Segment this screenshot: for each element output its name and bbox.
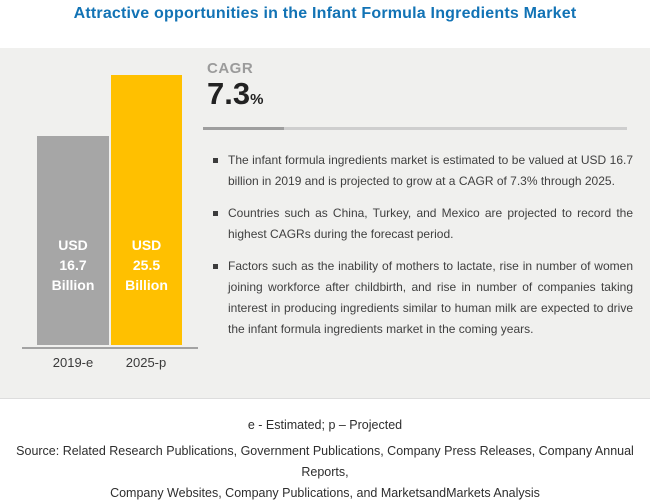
x-axis-line — [22, 347, 198, 349]
cagr-value — [207, 77, 263, 117]
bar-label-line: USD — [131, 237, 162, 253]
source-text — [0, 441, 650, 504]
bullet-item-countries: Countries such as China, Turkey, and Mexico are projected to record the highest CAGRs during the forecast period. — [212, 203, 633, 245]
source-line-2: Company Websites, Company Publications, and MarketsandMarkets Analysis — [110, 486, 540, 500]
divider-line — [203, 127, 627, 130]
cagr-number: 7.3 — [207, 76, 251, 111]
category-label-2025: 2025-p — [125, 355, 167, 370]
bar-value-label-2019 — [37, 235, 109, 295]
bar-label-line: Billion — [125, 277, 168, 293]
bullet-item-factors: Factors such as the inability of mothers to lactate, rise in number of women joining workforce after childbirth, and rise in number of companies taking interest in producing ingredients similar to human milk are expected to drive the infant formula ingredients market in the coming years. — [212, 256, 633, 340]
page-title: Attractive opportunities in the Infant Formula Ingredients Market — [73, 5, 577, 22]
bar-label-line: USD — [58, 237, 88, 253]
percent-sign: % — [250, 91, 264, 108]
bar-label-line: 25.5 — [132, 257, 161, 273]
category-label-2019: 2019-e — [52, 355, 94, 370]
bar-value-label-2025 — [111, 235, 182, 295]
chart-panel — [0, 48, 650, 399]
bullet-item-market-value: The infant formula ingredients market is estimated to be valued at USD 16.7 billion in 2019 and is projected to grow at a CAGR of 7.3% through 2025. — [212, 150, 633, 192]
cagr-callout — [207, 60, 263, 117]
footnote-legend: e - Estimated; p – Projected — [247, 418, 403, 432]
divider-accent — [203, 127, 284, 130]
bar-2019-estimated — [37, 136, 109, 345]
cagr-label: CAGR — [207, 60, 254, 77]
bullet-list — [212, 150, 633, 351]
source-line-1: Source: Related Research Publications, Government Publications, Company Press Releases, Company Annual Reports, — [16, 444, 634, 479]
bar-2025-projected — [110, 75, 182, 345]
bar-label-line: 16.7 — [59, 257, 87, 273]
bar-label-line: Billion — [51, 277, 95, 293]
